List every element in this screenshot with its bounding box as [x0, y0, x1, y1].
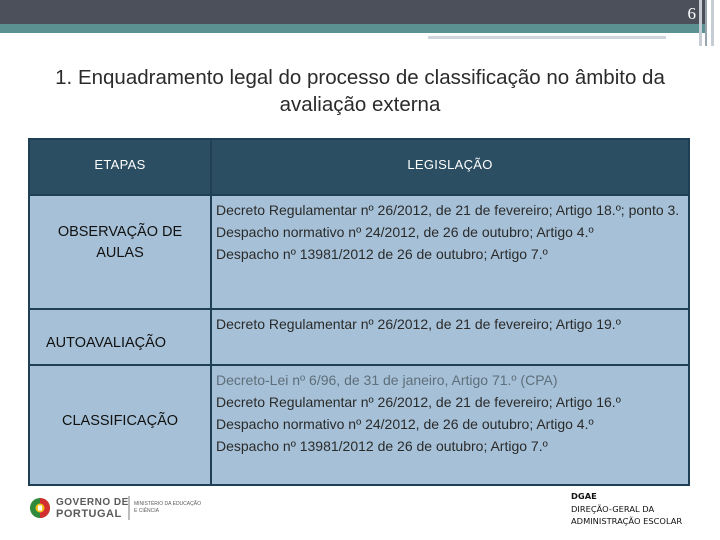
legislation-line: Decreto Regulamentar nº 26/2012, de 21 de fevereiro; Artigo 16.º	[216, 394, 621, 410]
decorative-rail	[705, 0, 707, 46]
logo-gov-line1: GOVERNO DE	[56, 497, 129, 508]
legislation-line: Despacho nº 13981/2012 de 26 de outubro; Artigo 7.º	[216, 246, 548, 262]
logo-ministry-line2: E CIÊNCIA	[134, 508, 160, 514]
header-etapas: ETAPAS	[30, 140, 210, 194]
slide-title: 1. Enquadramento legal do processo de classificação no âmbito da avaliação externa	[55, 66, 665, 116]
legislation-line: Despacho nº 13981/2012 de 26 de outubro; Artigo 7.º	[216, 438, 548, 454]
dgae-line: DIREÇÃO-GERAL DA	[571, 503, 655, 514]
legislation-cell-classificacao	[212, 366, 688, 484]
dgae-line: ADMINISTRAÇÃO ESCOLAR	[571, 516, 683, 526]
legislation-line: Decreto Regulamentar nº 26/2012, de 21 de fevereiro; Artigo 18.º; ponto 3.	[216, 202, 680, 218]
decorative-rail	[711, 0, 714, 46]
etapa-label: OBSERVAÇÃO DE AULAS	[57, 224, 183, 261]
etapa-classificacao	[30, 366, 210, 484]
legislation-cell-observacao	[212, 196, 688, 308]
legislation-line: Despacho normativo nº 24/2012, de 26 de outubro; Artigo 4.º	[216, 224, 594, 240]
slide-accent-stripe	[0, 24, 705, 33]
decorative-rail	[699, 0, 702, 46]
legislation-cell-autoavaliacao	[212, 310, 688, 364]
etapa-observacao-de-aulas	[30, 196, 210, 308]
header-legislacao: LEGISLAÇÃO	[212, 140, 688, 194]
legislation-line: Despacho normativo nº 24/2012, de 26 de outubro; Artigo 4.º	[216, 416, 594, 432]
legislation-line: Decreto-Lei nº 6/96, de 31 de janeiro, Artigo 71.º (CPA)	[216, 372, 558, 388]
page-number: 6	[687, 4, 696, 23]
etapa-label: AUTOAVALIAÇÃO	[46, 335, 167, 351]
etapa-label: CLASSIFICAÇÃO	[61, 412, 179, 429]
logo-ministry-line1: MINISTÉRIO DA EDUCAÇÃO	[134, 501, 201, 507]
slide-top-bar	[0, 0, 705, 24]
legislation-table	[28, 138, 690, 486]
slide-accent-line	[428, 36, 666, 39]
legislation-line: Decreto Regulamentar nº 26/2012, de 21 de fevereiro; Artigo 19.º	[216, 316, 621, 332]
government-logo	[28, 492, 208, 524]
etapa-autoavaliacao	[30, 310, 210, 364]
dgae-acronym: DGAE	[571, 491, 597, 501]
dgae-logo-text	[571, 490, 682, 528]
logo-gov-line2: PORTUGAL	[56, 508, 122, 520]
